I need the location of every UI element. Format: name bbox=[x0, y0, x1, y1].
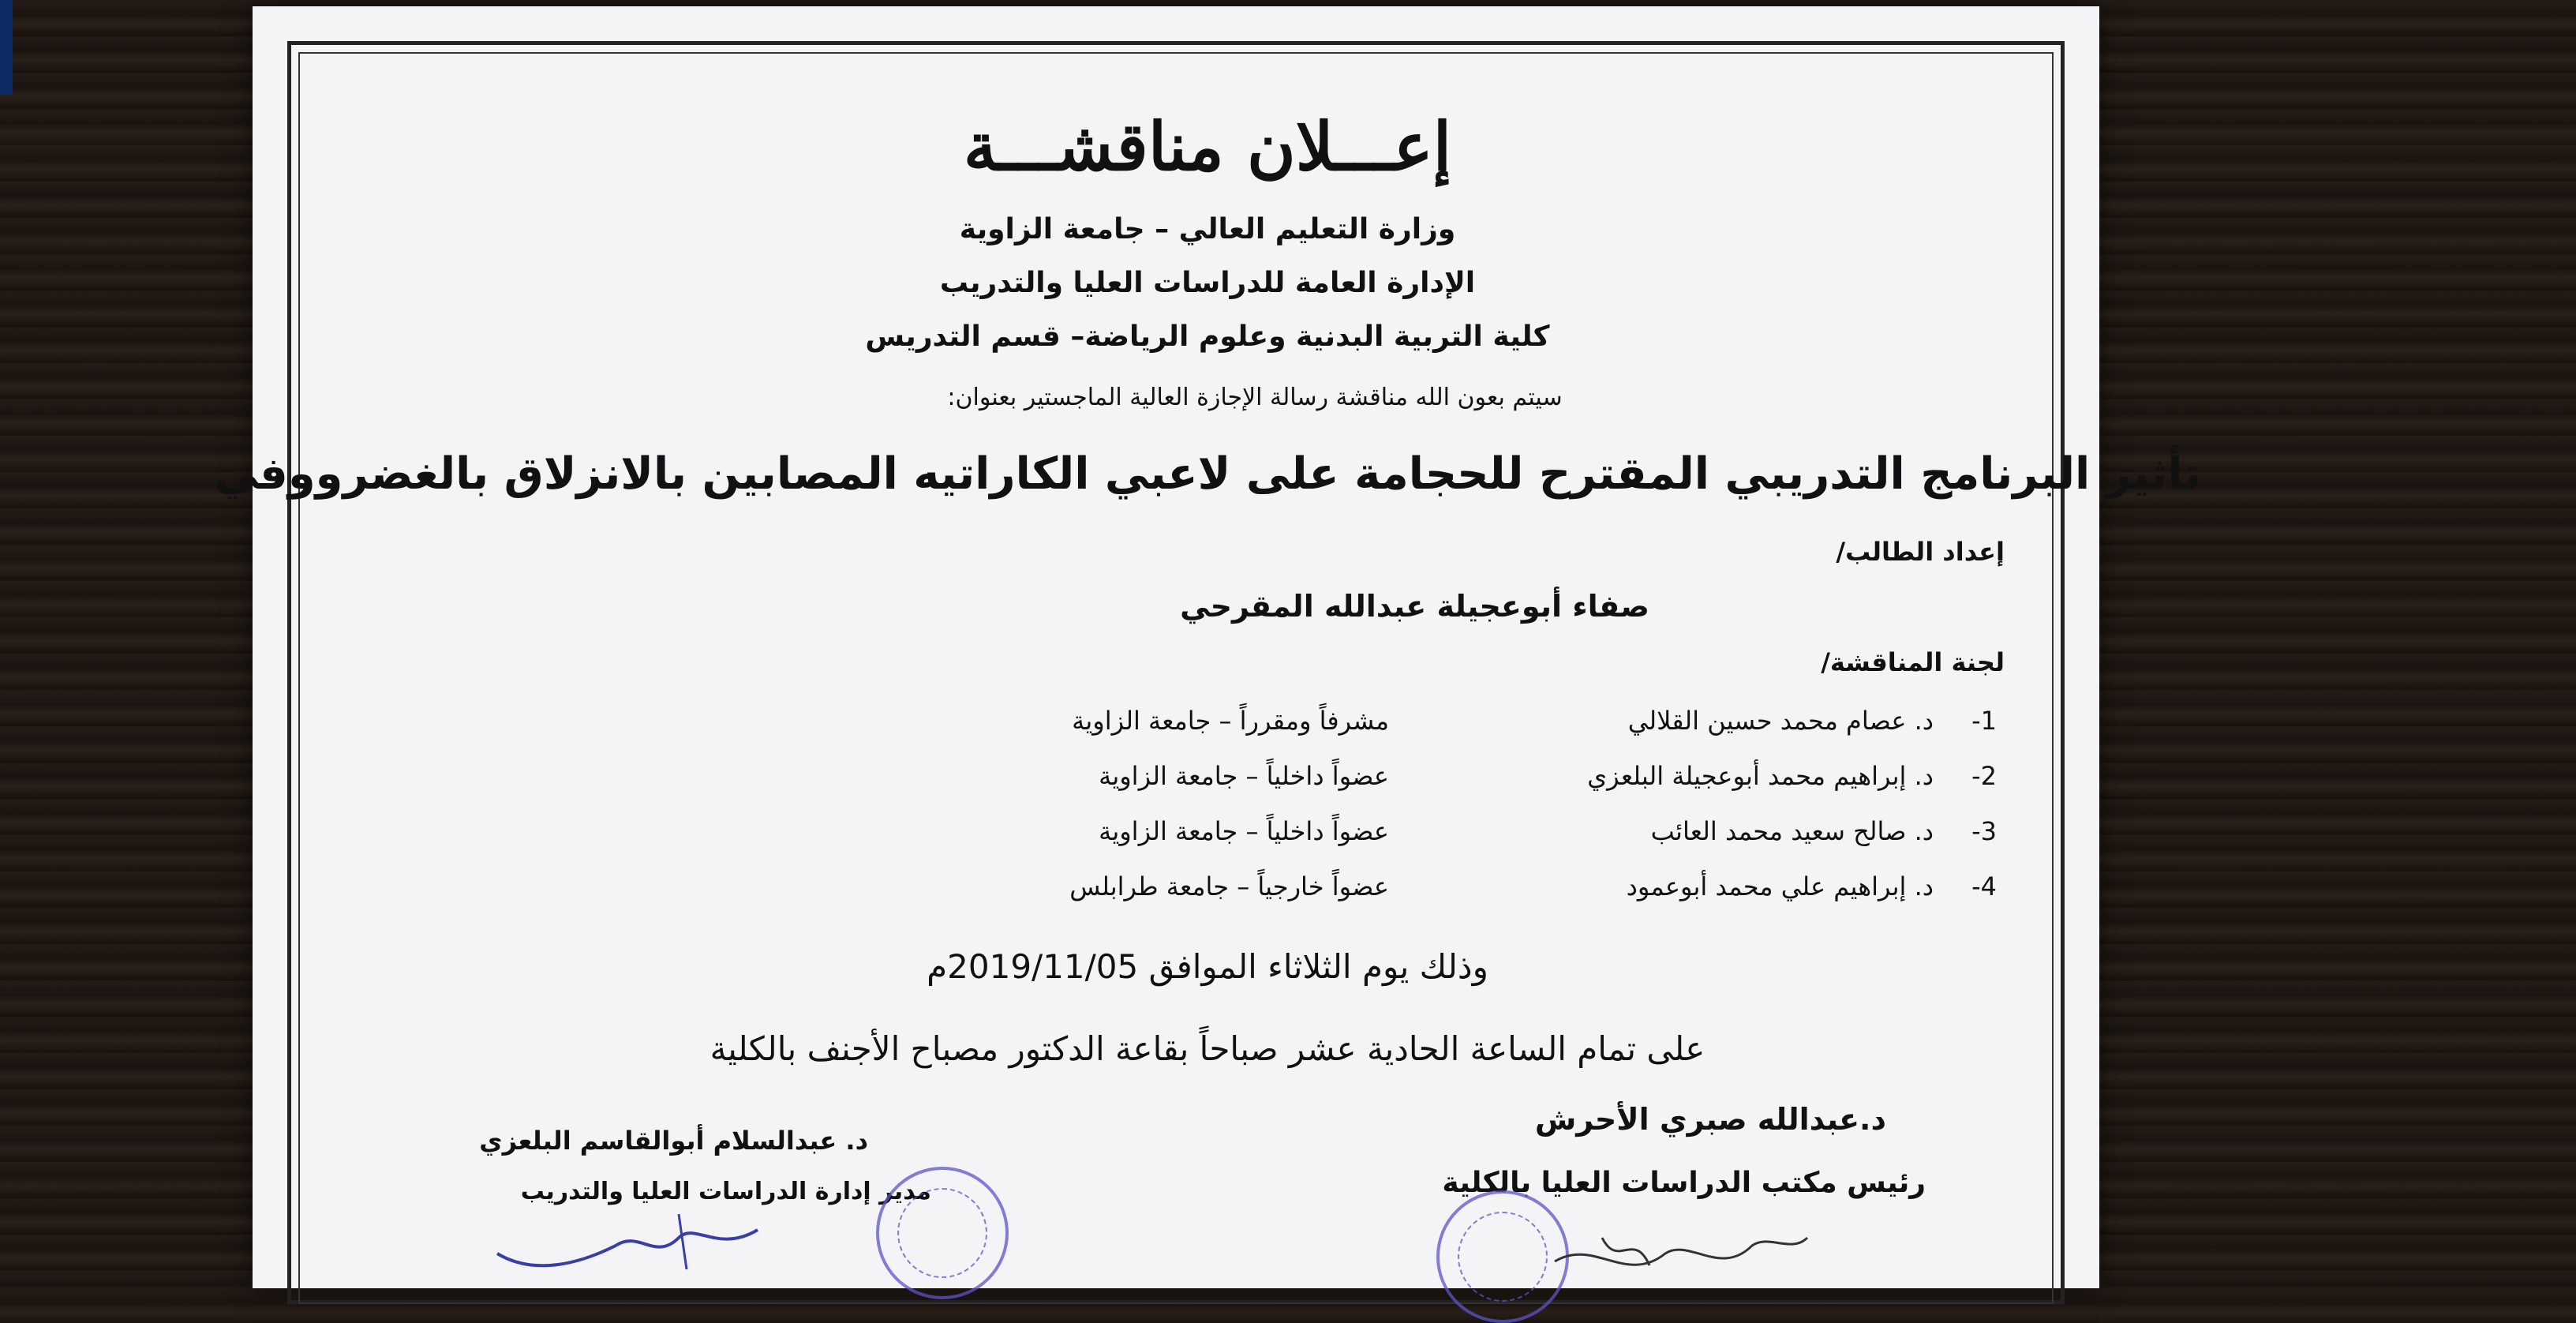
right-signatory-name: د.عبدالله صبري الأحرش bbox=[1534, 1102, 1886, 1137]
prepared-by-label: إعداد الطالب/ bbox=[1836, 537, 2005, 567]
background-ribbon bbox=[0, 0, 13, 95]
member-role: مشرفاً ومقرراً – جامعة الزاوية bbox=[1072, 706, 1389, 736]
announcement-sheet bbox=[214, 6, 2201, 1288]
member-role: عضواً داخلياً – جامعة الزاوية bbox=[1099, 816, 1389, 846]
member-name: د. إبراهيم محمد أبوعجيلة البلعزي bbox=[1587, 761, 1934, 791]
signature-mark-right bbox=[1547, 1222, 1815, 1293]
member-name: د. عصام محمد حسين القلالي bbox=[1627, 706, 1934, 736]
member-role: عضواً داخلياً – جامعة الزاوية bbox=[1099, 761, 1389, 791]
member-number: 3- bbox=[1971, 816, 1997, 846]
member-number: 1- bbox=[1971, 706, 1997, 736]
member-number: 2- bbox=[1971, 761, 1997, 791]
member-number: 4- bbox=[1971, 871, 1997, 901]
member-name: د. صالح سعيد محمد العائب bbox=[1650, 816, 1934, 846]
faculty-line: كلية التربية البدنية وعلوم الرياضة– قسم التدريس bbox=[865, 320, 1550, 353]
announcement-title: إعـــلان مناقشـــة bbox=[963, 107, 1452, 186]
right-signatory-title: رئيس مكتب الدراسات العليا بالكلية bbox=[1442, 1167, 1926, 1199]
left-signatory-name: د. عبدالسلام أبوالقاسم البلعزي bbox=[479, 1126, 868, 1156]
signature-mark-left bbox=[489, 1206, 773, 1277]
member-name: د. إبراهيم علي محمد أبوعمود bbox=[1626, 871, 1934, 901]
administration-line: الإدارة العامة للدراسات العليا والتدريب bbox=[939, 267, 1476, 299]
time-location-line: على تمام الساعة الحادية عشر صباحاً بقاعة الدكتور مصباح الأجنف بالكلية bbox=[710, 1029, 1705, 1068]
student-name: صفاء أبوعجيلة عبدالله المقرحي bbox=[1180, 589, 1649, 624]
ministry-line: وزارة التعليم العالي – جامعة الزاوية bbox=[959, 213, 1456, 245]
left-signatory-title: مدير إدارة الدراسات العليا والتدريب bbox=[520, 1178, 931, 1205]
thesis-title: تأثير البرنامج التدريبي المقترح للحجامة على لاعبي الكاراتيه المصابين بالانزلاق بالغضرووفي bbox=[214, 448, 2201, 500]
intro-line: سيتم بعون الله مناقشة رسالة الإجازة العالية الماجستير بعنوان: bbox=[947, 384, 1563, 411]
committee-label: لجنة المناقشة/ bbox=[1821, 647, 2005, 677]
member-role: عضواً خارجياً – جامعة طرابلس bbox=[1069, 871, 1389, 901]
university-stamp bbox=[876, 1167, 1009, 1299]
date-line: وذلك يوم الثلاثاء الموافق 2019/11/05م bbox=[927, 947, 1488, 986]
